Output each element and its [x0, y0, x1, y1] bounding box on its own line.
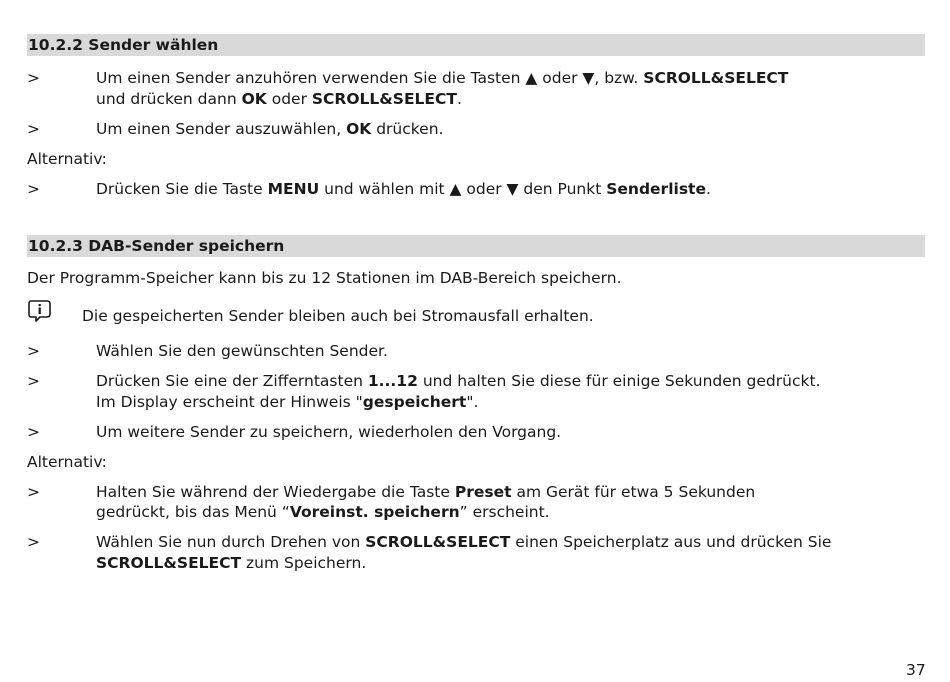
instruction-line: Drücken Sie eine der Zifferntasten 1...12 und halten Sie diese für einige Sekunden gedrückt.: [96, 372, 821, 390]
section-heading-sender-waehlen: 10.2.2 Sender wählen: [27, 34, 925, 56]
intro-text: Der Programm-Speicher kann bis zu 12 Stationen im DAB-Bereich speichern.: [27, 269, 622, 287]
arrow-down-glyph: ▼: [506, 180, 519, 198]
instruction-line: Um einen Sender auszuwählen, OK drücken.: [96, 120, 444, 138]
instruction-line: und drücken dann OK oder SCROLL&SELECT.: [96, 90, 462, 108]
alternative-label: Alternativ:: [27, 453, 107, 471]
bullet-marker: >: [27, 533, 40, 551]
instruction-line: Halten Sie während der Wiedergabe die Taste Preset am Gerät für etwa 5 Sekunden: [96, 483, 756, 501]
instruction-line: Um weitere Sender zu speichern, wiederholen den Vorgang.: [96, 423, 562, 441]
instruction-line: Drücken Sie die Taste MENU und wählen mit ▲ oder ▼ den Punkt Senderliste.: [96, 180, 711, 198]
instruction-line: gedrückt, bis das Menü “Voreinst. speichern” erscheint.: [96, 503, 550, 521]
bullet-marker: >: [27, 423, 40, 441]
instruction-line: Wählen Sie den gewünschten Sender.: [96, 342, 388, 360]
arrow-up-glyph: ▲: [525, 69, 538, 87]
alternative-label: Alternativ:: [27, 150, 107, 168]
arrow-up-glyph: ▲: [449, 180, 462, 198]
bullet-marker: >: [27, 483, 40, 501]
instruction-line: Wählen Sie nun durch Drehen von SCROLL&SELECT einen Speicherplatz aus und drücken Sie: [96, 533, 832, 551]
instruction-line: SCROLL&SELECT zum Speichern.: [96, 554, 367, 572]
bullet-marker: >: [27, 69, 40, 87]
bullet-marker: >: [27, 342, 40, 360]
note-text: Die gespeicherten Sender bleiben auch bei Stromausfall erhalten.: [82, 307, 594, 325]
instruction-line: Im Display erscheint der Hinweis "gespeichert".: [96, 393, 479, 411]
page-number: 37: [906, 661, 926, 679]
instruction-line: Um einen Sender anzuhören verwenden Sie die Tasten ▲ oder ▼, bzw. SCROLL&SELECT: [96, 69, 789, 87]
info-note-icon: [27, 299, 53, 323]
bullet-marker: >: [27, 120, 40, 138]
arrow-down-glyph: ▼: [582, 69, 595, 87]
bullet-marker: >: [27, 372, 40, 390]
bullet-marker: >: [27, 180, 40, 198]
section-heading-dab-sender-speichern: 10.2.3 DAB-Sender speichern: [27, 235, 925, 257]
